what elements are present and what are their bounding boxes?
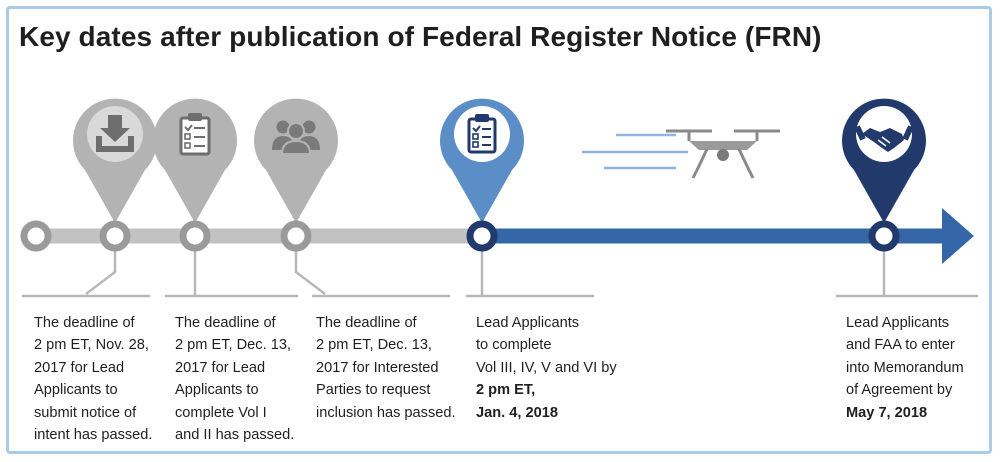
timeline-arrow-head xyxy=(942,208,974,264)
group-people-icon xyxy=(272,121,320,155)
connector-3 xyxy=(296,248,325,294)
pin-3 xyxy=(254,99,338,248)
event-3-line: 2 pm ET, Dec. 13, xyxy=(316,337,432,354)
event-1-line: 2 pm ET, Nov. 28, xyxy=(34,337,149,354)
event-1-line: 2017 for Lead xyxy=(34,359,125,376)
event-4-line: Lead Applicants xyxy=(476,315,580,331)
event-4-line: Vol III, IV, V and VI by xyxy=(476,359,617,376)
event-2-line: Applicants to xyxy=(175,382,259,399)
event-1-description xyxy=(34,312,152,446)
connector-1 xyxy=(86,248,115,294)
event-2-description xyxy=(175,312,294,446)
event-5-line: and FAA to enter xyxy=(846,337,955,354)
event-2-line: The deadline of xyxy=(175,315,276,331)
pin-2 xyxy=(153,99,237,248)
event-3-line: inclusion has passed. xyxy=(316,404,456,421)
pin-3-shape xyxy=(254,99,338,223)
event-5-line: of Agreement by xyxy=(846,382,953,399)
event-2-line: 2 pm ET, Dec. 13, xyxy=(175,337,291,354)
event-4-bold-line: 2 pm ET, xyxy=(476,382,536,399)
event-1-line: intent has passed. xyxy=(34,427,153,444)
timeline-start-marker xyxy=(24,224,48,248)
clipboard-checklist-icon xyxy=(469,114,495,152)
event-1-line: The deadline of xyxy=(34,315,135,331)
pin-4-marker xyxy=(470,224,494,248)
pin-5 xyxy=(842,99,926,248)
event-3-description xyxy=(316,312,456,424)
event-2-line: and II has passed. xyxy=(175,427,295,444)
pin-4 xyxy=(440,99,524,248)
pin-1-marker xyxy=(103,224,127,248)
event-5-bold-line: May 7, 2018 xyxy=(846,404,928,421)
pin-2-marker xyxy=(183,224,207,248)
event-2-line: complete Vol I xyxy=(175,404,267,421)
event-2-line: 2017 for Lead xyxy=(175,359,266,376)
event-3-line: Parties to request xyxy=(316,382,431,399)
pin-5-marker xyxy=(872,224,896,248)
pin-3-marker xyxy=(284,224,308,248)
event-4-description xyxy=(476,312,617,424)
infographic-title: Key dates after publication of Federal Register Notice (FRN) xyxy=(19,21,822,52)
event-3-line: The deadline of xyxy=(316,315,417,331)
event-5-line: into Memorandum xyxy=(846,359,964,376)
drone-icon xyxy=(582,131,780,178)
event-1-line: Applicants to xyxy=(34,382,118,399)
event-3-line: 2017 for Interested xyxy=(316,359,439,376)
event-5-line: Lead Applicants xyxy=(846,315,950,331)
pin-1 xyxy=(73,99,157,248)
clipboard-checklist-icon xyxy=(181,113,209,154)
event-5-description xyxy=(846,312,964,424)
event-4-line: to complete xyxy=(476,337,552,354)
event-4-bold-line: Jan. 4, 2018 xyxy=(476,404,558,421)
event-1-line: submit notice of xyxy=(34,404,137,421)
